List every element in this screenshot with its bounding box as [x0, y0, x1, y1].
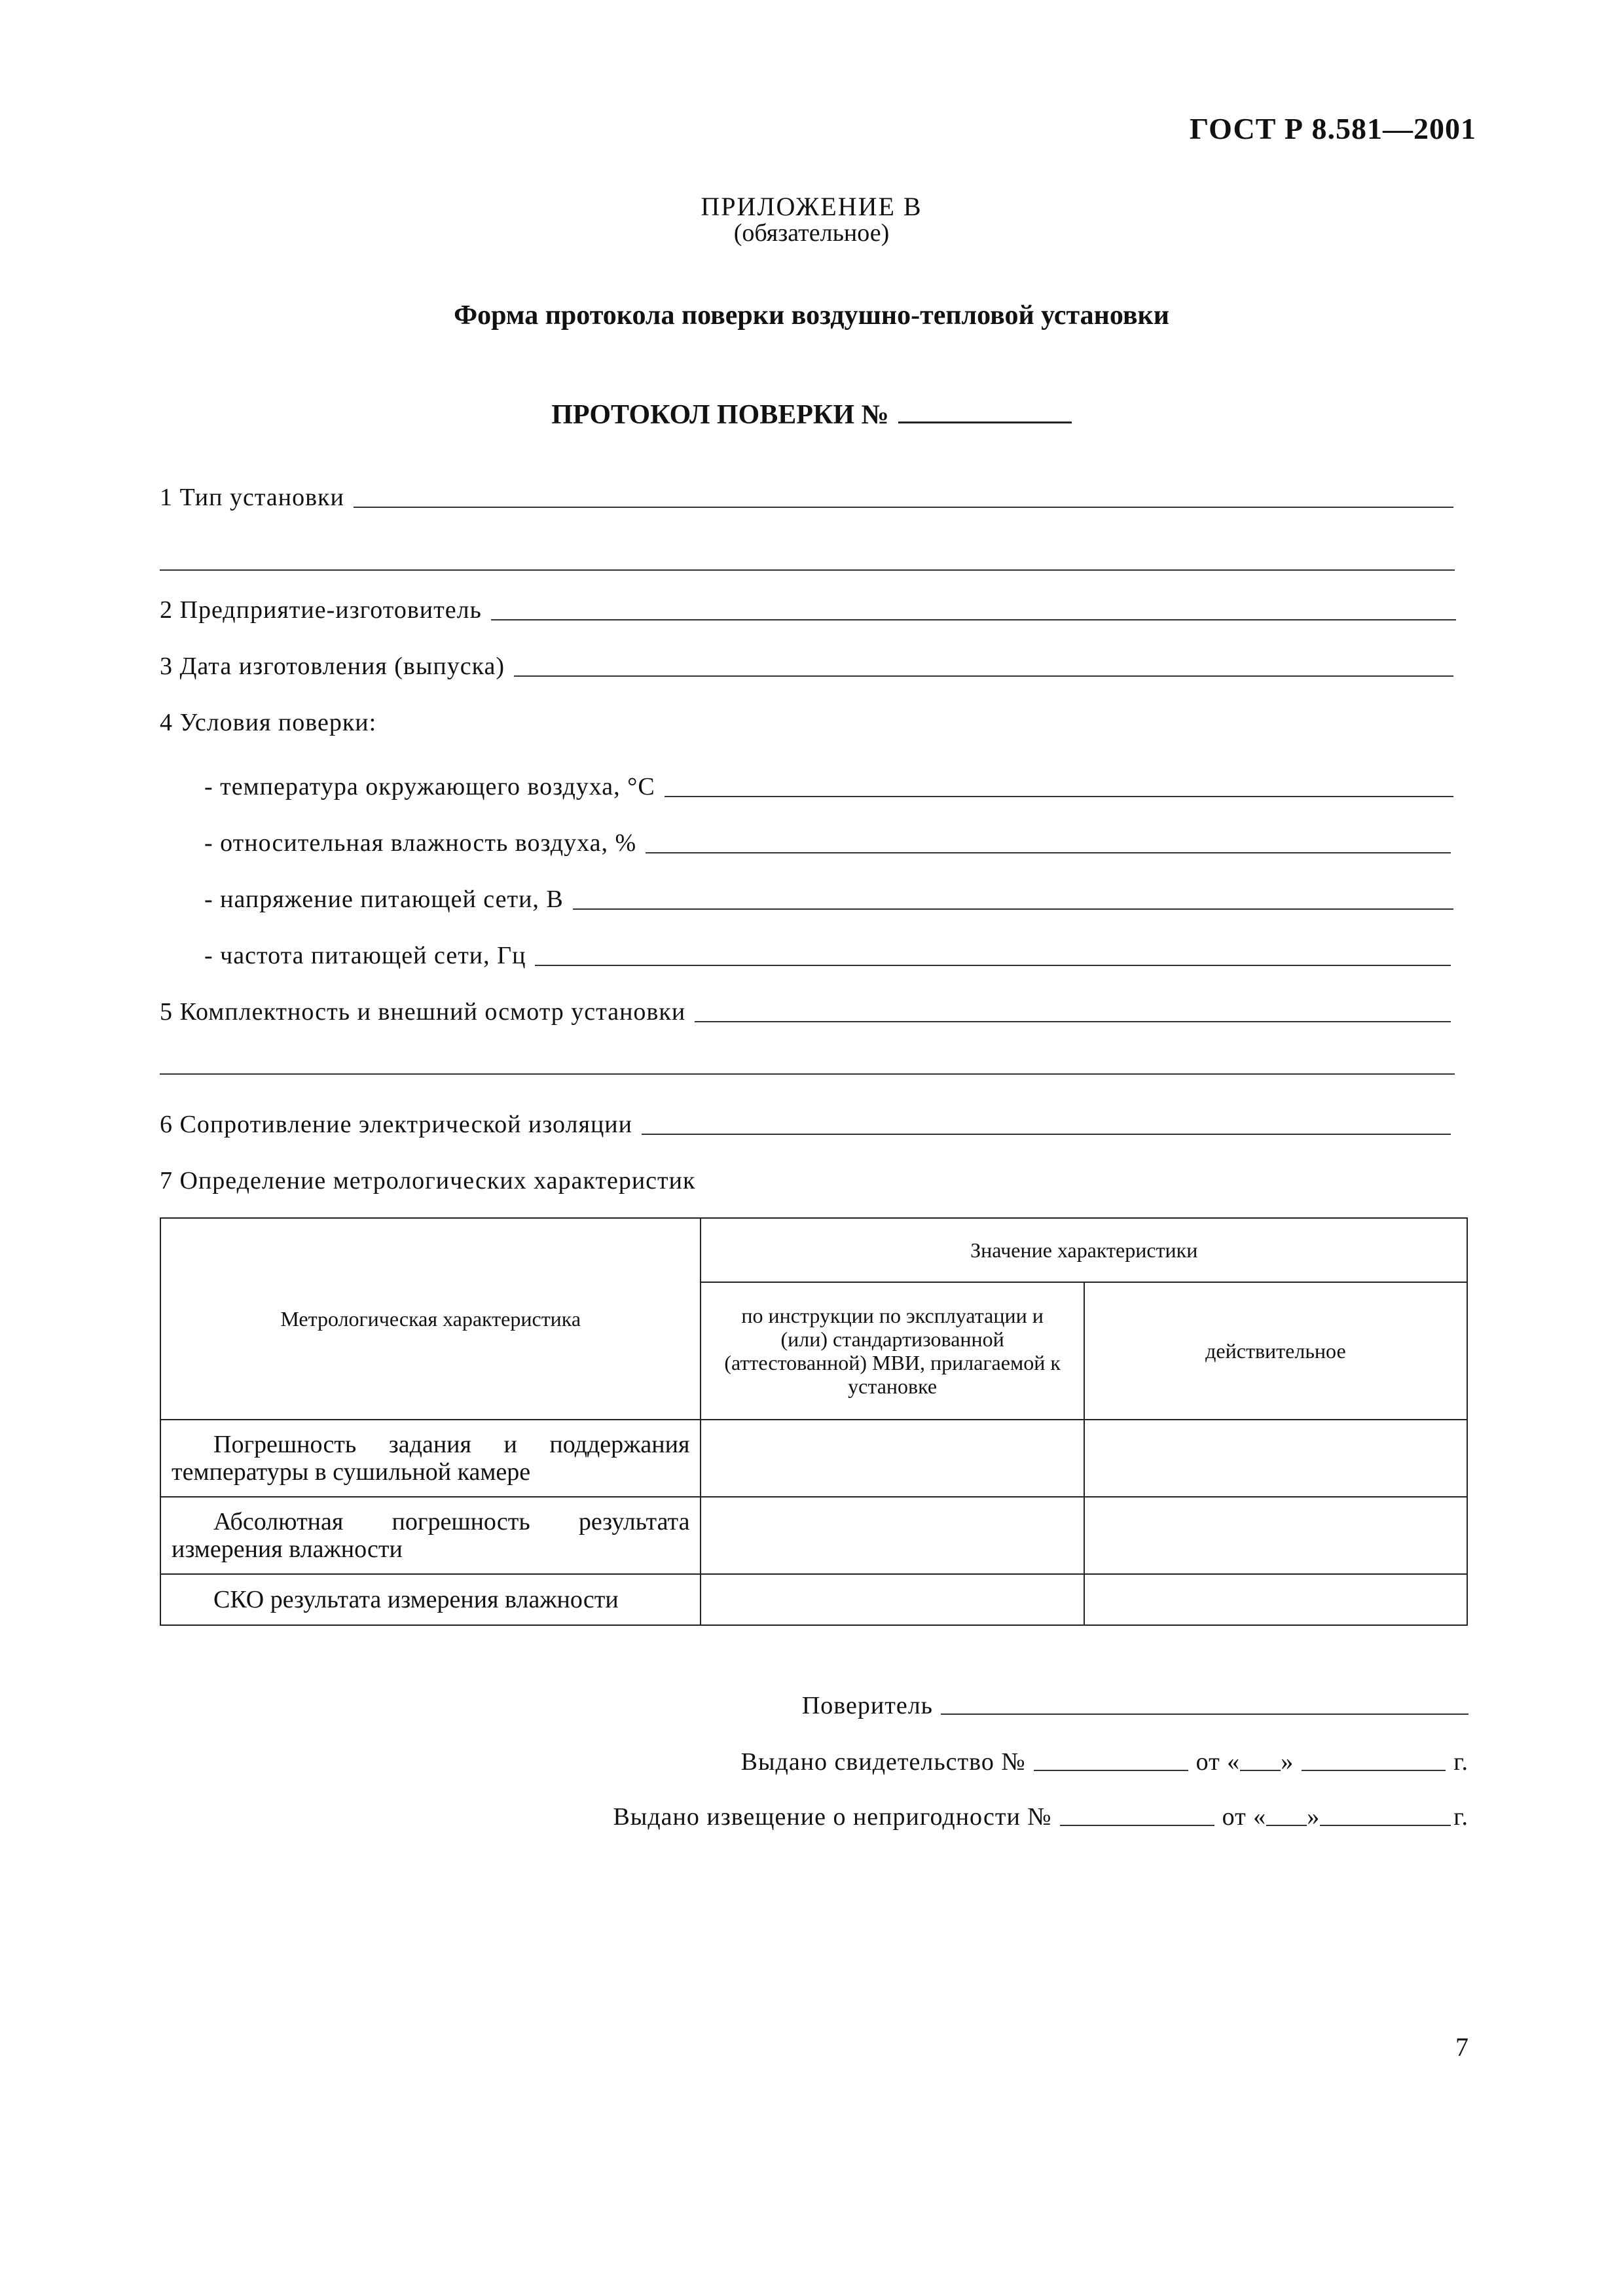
protocol-number-blank[interactable] — [898, 402, 1072, 423]
year-suffix: г. — [1453, 1748, 1468, 1776]
cell-actual-value[interactable] — [1084, 1420, 1467, 1497]
fill-line[interactable] — [695, 1021, 1451, 1022]
fill-line[interactable] — [354, 507, 1453, 508]
certificate-date-blank[interactable] — [1302, 1770, 1446, 1771]
certificate-number-blank[interactable] — [1034, 1770, 1188, 1771]
table-row — [160, 1420, 1467, 1497]
from-suffix: » — [1307, 1803, 1321, 1831]
verifier-line — [802, 1691, 1468, 1720]
field-supply-frequency — [204, 941, 1451, 970]
field-ambient-temperature — [204, 772, 1453, 801]
certificate-day-blank[interactable] — [1240, 1770, 1281, 1771]
certificate-label: Выдано свидетельство № — [740, 1748, 1026, 1776]
fill-line[interactable] — [646, 852, 1451, 853]
fill-line[interactable] — [491, 619, 1456, 620]
field-manufacture-date — [160, 652, 1453, 681]
cell-instruction-value[interactable] — [701, 1497, 1084, 1574]
fill-line[interactable] — [514, 675, 1453, 677]
header-value: Значение характеристики — [701, 1218, 1467, 1282]
document-code: ГОСТ Р 8.581—2001 — [1190, 112, 1476, 145]
field-label: 1 Тип установки — [160, 484, 344, 511]
notice-number-blank[interactable] — [1060, 1825, 1214, 1826]
header-characteristic: Метрологическая характеристика — [160, 1218, 701, 1420]
fill-line[interactable] — [535, 965, 1451, 966]
notice-date-blank[interactable] — [1320, 1825, 1451, 1826]
cell-actual-value[interactable] — [1084, 1497, 1467, 1574]
from-prefix: от « — [1195, 1748, 1241, 1776]
header-actual: действительное — [1084, 1282, 1467, 1420]
fill-line[interactable] — [642, 1134, 1451, 1135]
fill-line-continuation[interactable] — [160, 569, 1455, 571]
cell-actual-value[interactable] — [1084, 1574, 1467, 1625]
field-relative-humidity — [204, 829, 1451, 857]
from-prefix: от « — [1222, 1803, 1267, 1831]
field-label: 3 Дата изготовления (выпуска) — [160, 653, 505, 680]
table-row — [160, 1497, 1467, 1574]
fill-line[interactable] — [573, 908, 1453, 910]
field-installation-type — [160, 483, 1453, 512]
field-label: 5 Комплектность и внешний осмотр установки — [160, 998, 686, 1026]
field-label: - частота питающей сети, Гц — [204, 942, 526, 969]
field-label: - напряжение питающей сети, В — [204, 886, 564, 913]
fill-line[interactable] — [665, 796, 1453, 797]
table-header-row — [160, 1218, 1467, 1282]
protocol-title-text: ПРОТОКОЛ ПОВЕРКИ № — [551, 400, 889, 430]
protocol-title — [0, 399, 1623, 431]
from-suffix: » — [1281, 1748, 1294, 1776]
verifier-label: Поверитель — [801, 1692, 933, 1719]
field-supply-voltage — [204, 885, 1453, 914]
notice-line — [613, 1803, 1468, 1831]
cell-instruction-value[interactable] — [701, 1574, 1084, 1625]
row-characteristic: Погрешность задания и поддержания температуры в сушильной камере — [160, 1420, 701, 1497]
page-number: 7 — [1455, 2032, 1468, 2062]
field-metrological-characteristics — [160, 1166, 945, 1195]
certificate-line — [741, 1748, 1468, 1776]
row-characteristic: СКО результата измерения влажности — [160, 1574, 701, 1625]
form-title: Форма протокола поверки воздушно-тепловой установки — [454, 300, 1169, 331]
notice-day-blank[interactable] — [1266, 1825, 1307, 1826]
table-row — [160, 1574, 1467, 1625]
header-instruction: по инструкции по эксплуатации и (или) стандартизованной (аттестованной) МВИ, прилагаемой к установке — [701, 1282, 1084, 1420]
row-characteristic: Абсолютная погрешность результата измерения влажности — [160, 1497, 701, 1574]
year-suffix: г. — [1453, 1803, 1468, 1831]
verifier-signature-blank[interactable] — [941, 1713, 1468, 1715]
field-completeness-inspection — [160, 997, 1451, 1026]
field-label: 2 Предприятие-изготовитель — [160, 596, 482, 624]
field-label: 4 Условия поверки: — [160, 709, 377, 736]
cell-instruction-value[interactable] — [701, 1420, 1084, 1497]
metrological-table — [160, 1217, 1468, 1626]
field-label: - относительная влажность воздуха, % — [204, 829, 637, 857]
appendix-label: ПРИЛОЖЕНИЕ В — [701, 192, 922, 221]
field-label: 6 Сопротивление электрической изоляции — [160, 1111, 632, 1138]
field-insulation-resistance — [160, 1110, 1451, 1139]
field-label: - температура окружающего воздуха, °С — [204, 773, 655, 800]
field-verification-conditions — [160, 708, 684, 737]
field-label: 7 Определение метрологических характеристик — [160, 1167, 696, 1194]
field-manufacturer — [160, 596, 1456, 624]
fill-line-continuation[interactable] — [160, 1073, 1455, 1075]
notice-label: Выдано извещение о непригодности № — [613, 1803, 1052, 1831]
appendix-status: (обязательное) — [733, 219, 890, 247]
